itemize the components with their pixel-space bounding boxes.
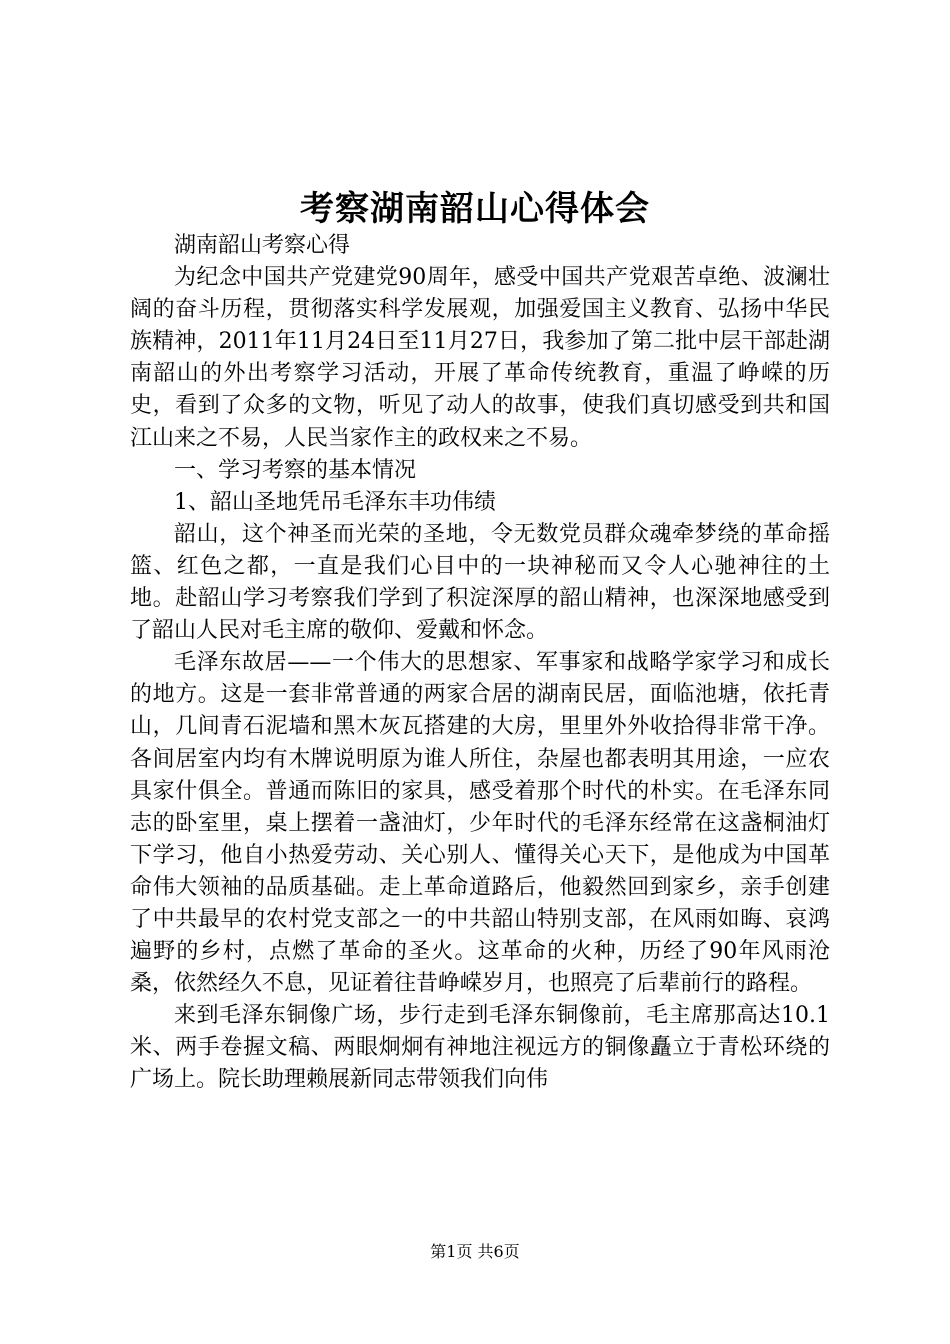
paragraph-intro: 为纪念中国共产党建党90周年，感受中国共产党艰苦卓绝、波澜壮阔的奋斗历程，贯彻落实科学发展观，加强爱国主义教育、弘扬中华民族精神，2011年11月24日至11月27日，我参加了第二批中层干部赴湖南韶山的外出考察学习活动，开展了革命传统教育，重温了峥嵘的历史，看到了众多的文物，听见了动人的故事，使我们真切感受到共和国江山来之不易，人民当家作主的政权来之不易。 <box>130 265 830 451</box>
paragraph-former-residence: 毛泽东故居——一个伟大的思想家、军事家和战略学家学习和成长的地方。这是一套非常普通的两家合居的湖南民居，面临池塘，依托青山，几间青石泥墙和黑木灰瓦搭建的大房，里里外外收拾得非常干净。各间居室内均有木牌说明原为谁人所住，杂屋也都表明其用途，一应农具家什俱全。普通而陈旧的家具，感受着那个时代的朴实。在毛泽东同志的卧室里，桌上摆着一盏油灯，少年时代的毛泽东经常在这盏桐油灯下学习，他自小热爱劳动、关心别人、懂得关心天下，是他成为中国革命伟大领袖的品质基础。走上革命道路后，他毅然回到家乡，亲手创建了中共最早的农村党支部之一的中共韶山特别支部，在风雨如晦、哀鸿遍野的乡村，点燃了革命的圣火。这革命的火种，历经了90年风雨沧桑，依然经久不息，见证着往昔峥嵘岁月，也照亮了后辈前行的路程。 <box>130 650 830 997</box>
document-body <box>130 230 830 1097</box>
paragraph-subtitle: 湖南韶山考察心得 <box>174 233 351 258</box>
document-title: 考察湖南韶山心得体会 <box>300 189 650 229</box>
paragraph-shaoshan: 韶山，这个神圣而光荣的圣地，令无数党员群众魂牵梦绕的革命摇篮、红色之都，一直是我们心目中的一块神秘而又令人心驰神往的土地。赴韶山学习考察我们学到了积淀深厚的韶山精神，也深深地感受到了韶山人民对毛主席的敬仰、爱戴和怀念。 <box>130 521 830 644</box>
subsection-heading: 1、韶山圣地凭吊毛泽东丰功伟绩 <box>174 489 496 515</box>
page-number-footer: 第1页 共6页 <box>430 1242 520 1261</box>
paragraph-bronze-statue: 来到毛泽东铜像广场，步行走到毛泽东铜像前，毛主席那高达10.1米、两手卷握文稿、两眼炯炯有神地注视远方的铜像矗立于青松环绕的广场上。院长助理赖展新同志带领我们向伟 <box>130 1003 830 1093</box>
section-heading: 一、学习考察的基本情况 <box>174 457 417 483</box>
